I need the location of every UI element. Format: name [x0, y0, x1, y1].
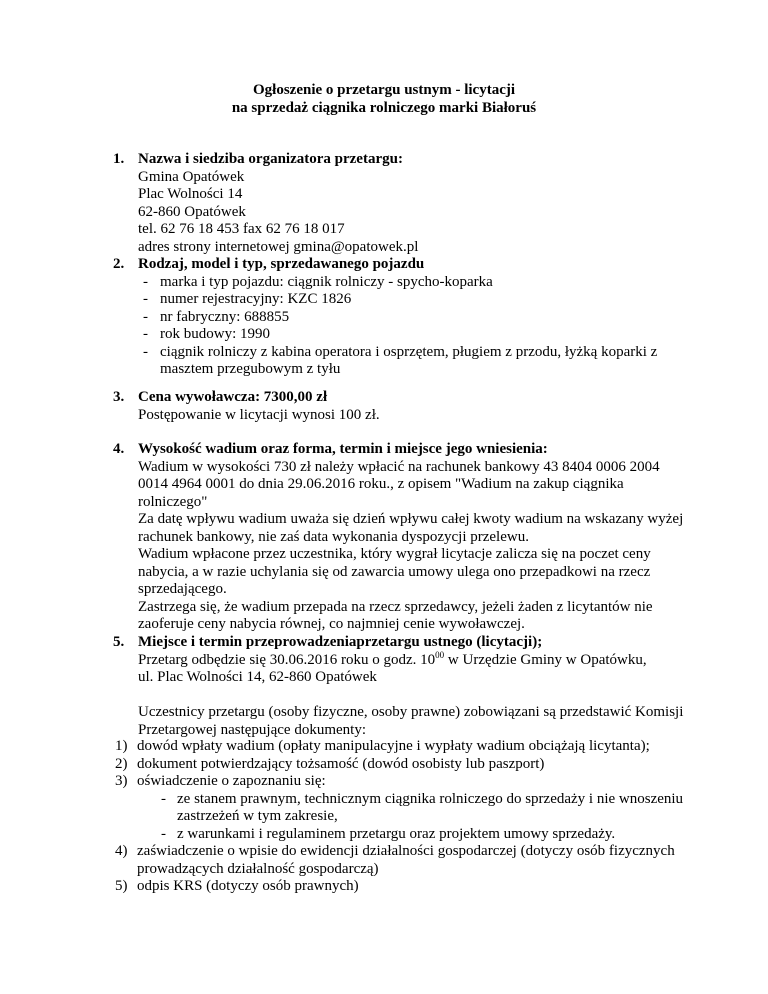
list-item: - nr fabryczny: 688855 — [138, 309, 686, 327]
statement-sublist — [137, 791, 686, 844]
document-title — [0, 82, 768, 117]
section-number: 3. — [113, 389, 125, 405]
list-item: - z warunkami i regulaminem przetargu oraz projektem umowy sprzedaży. — [137, 826, 686, 844]
list-item: 4) zaświadczenie o wpisie do ewidencji działalności gospodarczej (dotyczy osób fizycznych prowadzących działalność gospodarczą) — [115, 843, 675, 877]
list-item: - rok budowy: 1990 — [138, 326, 686, 344]
list-item: - ze stanem prawnym, technicznym ciągnika rolniczego do sprzedaży i nie wnoszeniu zastrzeżeń w tym zakresie, — [137, 791, 686, 826]
organizer-phone: tel. 62 76 18 453 fax 62 76 18 017 — [138, 221, 345, 237]
auction-date-line: Przetarg odbędzie się 30.06.2016 roku o godz. $10^{00}$ w Urzędzie Gminy w Opatówku, — [138, 649, 647, 668]
title-line-2: na sprzedaż ciągnika rolniczego marki Białoruś — [231, 99, 537, 116]
list-item: - marka i typ pojazdu: ciągnik rolniczy - spycho-koparka — [138, 274, 686, 292]
section-number: 5. — [113, 634, 125, 650]
section-heading: Rodzaj, model i typ, sprzedawanego pojazdu — [138, 256, 425, 272]
organizer-street: Plac Wolności 14 — [138, 186, 243, 202]
deposit-paragraph: Wadium w wysokości 730 zł należy wpłacić na rachunek bankowy 43 8404 0006 2004 0014 4964 0001 do dnia 29.06.2016 roku., z opisem "Wadium na zakup ciągnika rolniczego" — [138, 458, 660, 510]
organizer-postcode: 62-860 Opatówek — [138, 203, 246, 220]
required-documents-list — [115, 738, 686, 896]
section-heading: Cena wywoławcza: 7300,00 zł — [138, 389, 328, 405]
bid-increment-text: Postępowanie w licytacji wynosi 100 zł. — [138, 406, 380, 423]
organizer-website: adres strony internetowej gmina@opatowek.pl — [138, 238, 419, 255]
section-number: 4. — [113, 441, 125, 457]
list-item: - ciągnik rolniczy z kabina operatora i osprzętem, pługiem z przodu, łyżką koparki z masztem przegubowym z tyłu — [138, 344, 686, 379]
documents-intro: Uczestnicy przetargu (osoby fizyczne, osoby prawne) zobowiązani są przedstawić Komisji Przetargowej następujące dokumenty: — [138, 704, 684, 738]
list-item: 3) oświadczenie o zapoznaniu się: - ze stanem prawnym, technicznym ciągnika rolniczego do sprzedaży i nie wnoszeniu zastrzeżeń w tym zakresie, - z warunkami i regulaminem przetargu oraz projektem umowy sprzedaży. — [115, 773, 686, 843]
list-item: 5) odpis KRS (dotyczy osób prawnych) — [115, 878, 359, 894]
title-line-1: Ogłoszenie o przetargu ustnym - licytacji — [252, 82, 516, 98]
list-item: 2) dokument potwierdzający tożsamość (dowód osobisty lub paszport) — [115, 755, 545, 772]
section-heading: Wysokość wadium oraz forma, termin i miejsce jego wniesienia: — [138, 441, 548, 457]
deposit-paragraph: Za datę wpływu wadium uważa się dzień wpływu całej kwoty wadium na wskazany wyżej rachunek bankowy, nie zaś data wykonania dyspozycji przelewu. — [138, 511, 684, 545]
list-item: 1) dowód wpłaty wadium (opłaty manipulacyjne i wypłaty wadium obciążają licytanta); — [115, 738, 650, 754]
section-number: 2. — [113, 256, 125, 272]
section-number: 1. — [113, 151, 125, 167]
list-item: - numer rejestracyjny: KZC 1826 — [138, 291, 686, 309]
deposit-paragraph: Zastrzega się, że wadium przepada na rzecz sprzedawcy, jeżeli żaden z licytantów nie zaoferuje ceny nabycia równej, co najmniej cenie wywoławczej. — [138, 598, 653, 632]
section-heading: Nazwa i siedziba organizatora przetargu: — [138, 151, 403, 167]
vehicle-details-list — [138, 274, 686, 379]
deposit-paragraph: Wadium wpłacone przez uczestnika, który wygrał licytacje zalicza się na poczet ceny nabycia, a w razie uchylania się od zawarcia umowy ulega ono przepadkowi na rzecz sprzedającego. — [138, 546, 651, 597]
auction-address: ul. Plac Wolności 14, 62-860 Opatówek — [138, 669, 377, 685]
organizer-name: Gmina Opatówek — [138, 168, 245, 185]
section-heading: Miejsce i termin przeprowadzeniaprzetargu ustnego (licytacji); — [138, 634, 543, 650]
